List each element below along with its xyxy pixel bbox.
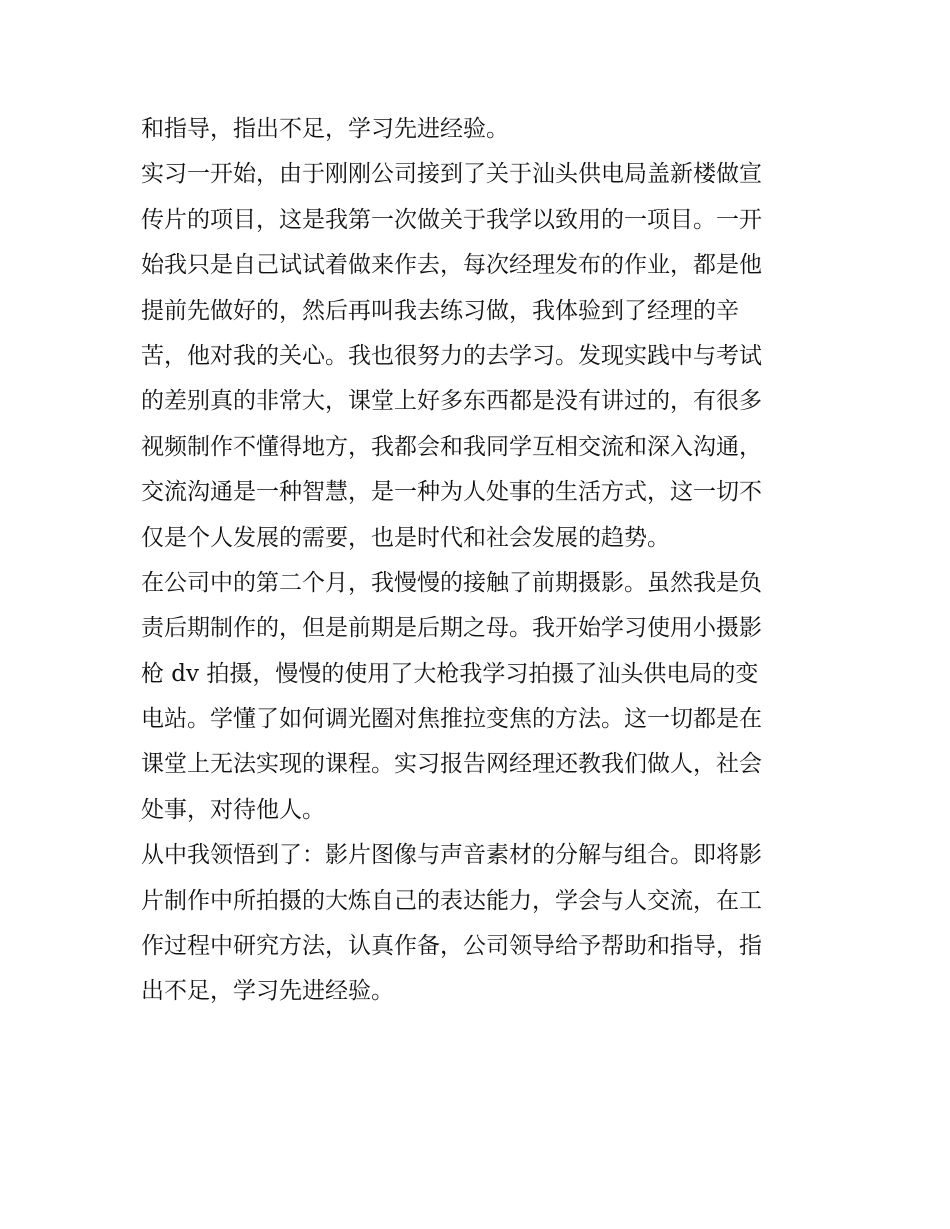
text-line: 提前先做好的，然后再叫我去练习做，我体验到了经理的辛 [141, 297, 739, 324]
text-line: 在公司中的第二个月，我慢慢的接触了前期摄影。虽然我是负 [141, 569, 762, 596]
text-line: 从中我领悟到了：影片图像与声音素材的分解与组合。即将影 [141, 842, 762, 869]
text-line: 视频制作不懂得地方，我都会和我同学互相交流和深入沟通， [141, 433, 762, 460]
text-line: 责后期制作的，但是前期是后期之母。我开始学习使用小摄影 [141, 615, 762, 642]
text-line: 传片的项目，这是我第一次做关于我学以致用的一项目。一开 [141, 206, 762, 233]
text-line: 枪 dv 拍摄，慢慢的使用了大枪我学习拍摄了汕头供电局的变 [141, 660, 759, 687]
text-line: 电站。学懂了如何调光圈对焦推拉变焦的方法。这一切都是在 [141, 706, 762, 733]
text-line: 始我只是自己试试着做来作去，每次经理发布的作业，都是他 [141, 252, 762, 279]
text-line: 处事，对待他人。 [141, 796, 325, 823]
text-line: 片制作中所拍摄的大炼自己的表达能力，学会与人交流，在工 [141, 887, 762, 914]
text-line: 课堂上无法实现的课程。实习报告网经理还教我们做人，社会 [141, 751, 762, 778]
text-line: 实习一开始，由于刚刚公司接到了关于汕头供电局盖新楼做宣 [141, 161, 762, 188]
text-line: 交流沟通是一种智慧，是一种为人处事的生活方式，这一切不 [141, 479, 762, 506]
text-line: 苦，他对我的关心。我也很努力的去学习。发现实践中与考试 [141, 342, 762, 369]
text-line: 出不足，学习先进经验。 [141, 978, 394, 1005]
document-body [141, 107, 813, 1015]
text-line: 作过程中研究方法，认真作备，公司领导给予帮助和指导，指 [141, 933, 762, 960]
text-line: 和指导，指出不足，学习先进经验。 [141, 116, 509, 142]
text-line: 仅是个人发展的需要，也是时代和社会发展的趋势。 [141, 524, 670, 551]
text-line: 的差别真的非常大，课堂上好多东西都是没有讲过的，有很多 [141, 388, 762, 415]
